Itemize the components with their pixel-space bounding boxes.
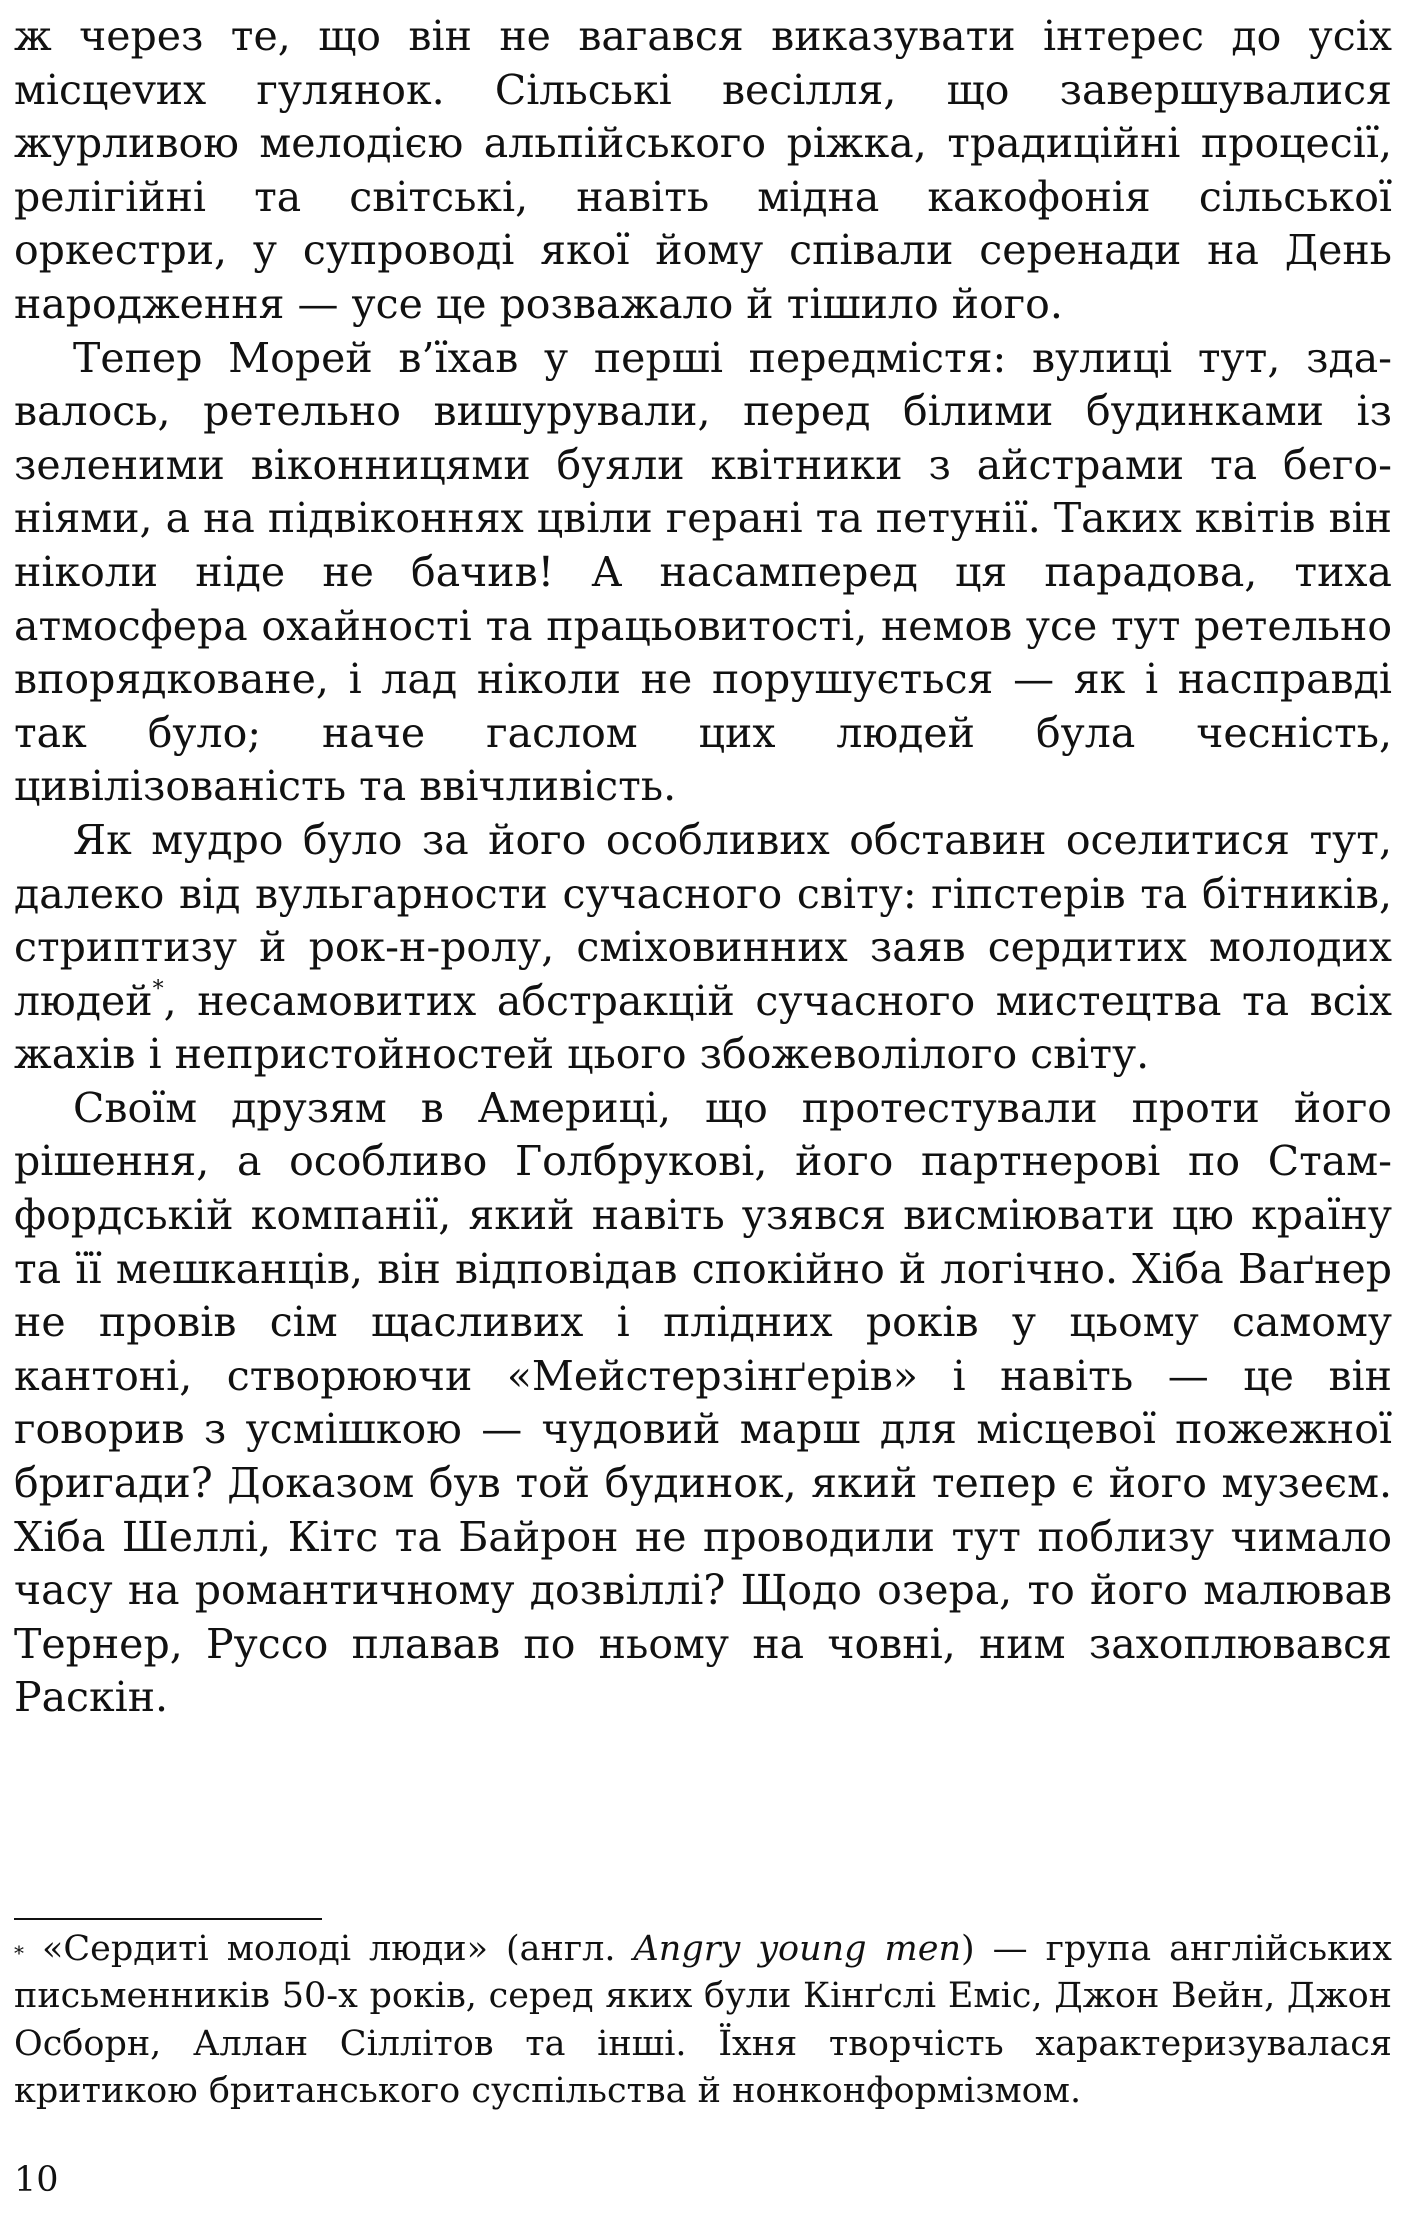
paragraph-3-text-before-note: Як мудро було за його особливих обставин оселитися тут, далеко від вульгарности сучасного світу: гіпстерів та бітників, стриптизу й рок-н-ролу, сміховинних заяв сердитих молодих людей — [14, 815, 1392, 1025]
footnote-mark: * — [14, 1941, 24, 1965]
page-number: 10 — [14, 2160, 59, 2200]
footnote-text-after-italic: ) — група англійських письменників 50-х років, серед яких були Кінґслі Еміс, Джон Вейн, Джон Осборн, Аллан Сіллітов та інші. Їхня творчість характеризувалася критикою британського суспільства й нонконформізмом. — [14, 1929, 1393, 2111]
paragraph-1: ж через те, що він не вагався виказувати інтерес до усіх місцеvих гулянок. Сільські весілля, що завершувалися журливою мелодією альпійського ріжка, традиційні процесії, релігійні та світські, навіть мідна какофонія сільської оркестри, у супроводі якої йому співали серенади на День народження — усе це розважало й тішило його. — [14, 12, 1392, 328]
paragraph-2: Тепер Морей в’їхав у перші передмістя: вулиці тут, здавалось, ретельно вишурували, перед білими будинками із зеленими віконницями буяли квітники з айстрами та бегоніями, а на підвіконнях цвіли герані та петунії. Таких квітів він ніколи ніде не бачив! А насамперед ця парадова, тиха атмосфера охайності та працьовитості, немов усе тут ретельно впорядковане, і лад ніколи не порушується — як і насправді так було; наче гаслом цих людей була чесність, цивілізованість та ввічливість. — [14, 333, 1392, 811]
paragraph-3-text-after-note: , несамовитих абстракцій сучасного мистецтва та всіх жахів і непристойностей цього збожеволілого світу. — [14, 976, 1392, 1079]
paragraph-3 — [14, 814, 1392, 1082]
book-page — [14, 10, 1392, 2220]
footnote — [14, 1926, 1392, 2115]
paragraph-4: Своїм друзям в Америці, що протестували проти його рішення, а особливо Голбрукові, його партнерові по Стамфордській компанії, який навіть узявся висміювати цю країну та її мешканців, він відповідав спокійно й логічно. Хіба Ваґнер не провів сім щасливих і плідних років у цьому самому кантоні, створюючи «Мейстерзінґерів» і навіть — це він говорив з усмішкою — чудовий марш для місцевої пожежної бригади? Доказом був той будинок, який тепер є його музеєм. Хіба Шеллі, Кітс та Байрон не проводили тут поблизу чимало часу на романтичному дозвіллі? Щодо озера, то його малював Тернер, Руссо плавав по ньому на човні, ним захоплювався Раскін. — [14, 1083, 1392, 1722]
footnote-area — [14, 1926, 1392, 2115]
footnote-italic-term: Angry young men — [633, 1929, 961, 1969]
footnote-text-before-italic: «Сердиті молоді люди» (англ. — [24, 1929, 634, 1969]
footnote-reference-mark[interactable]: * — [152, 976, 164, 1002]
footnote-separator — [14, 1918, 322, 1920]
main-text — [14, 10, 1392, 1725]
